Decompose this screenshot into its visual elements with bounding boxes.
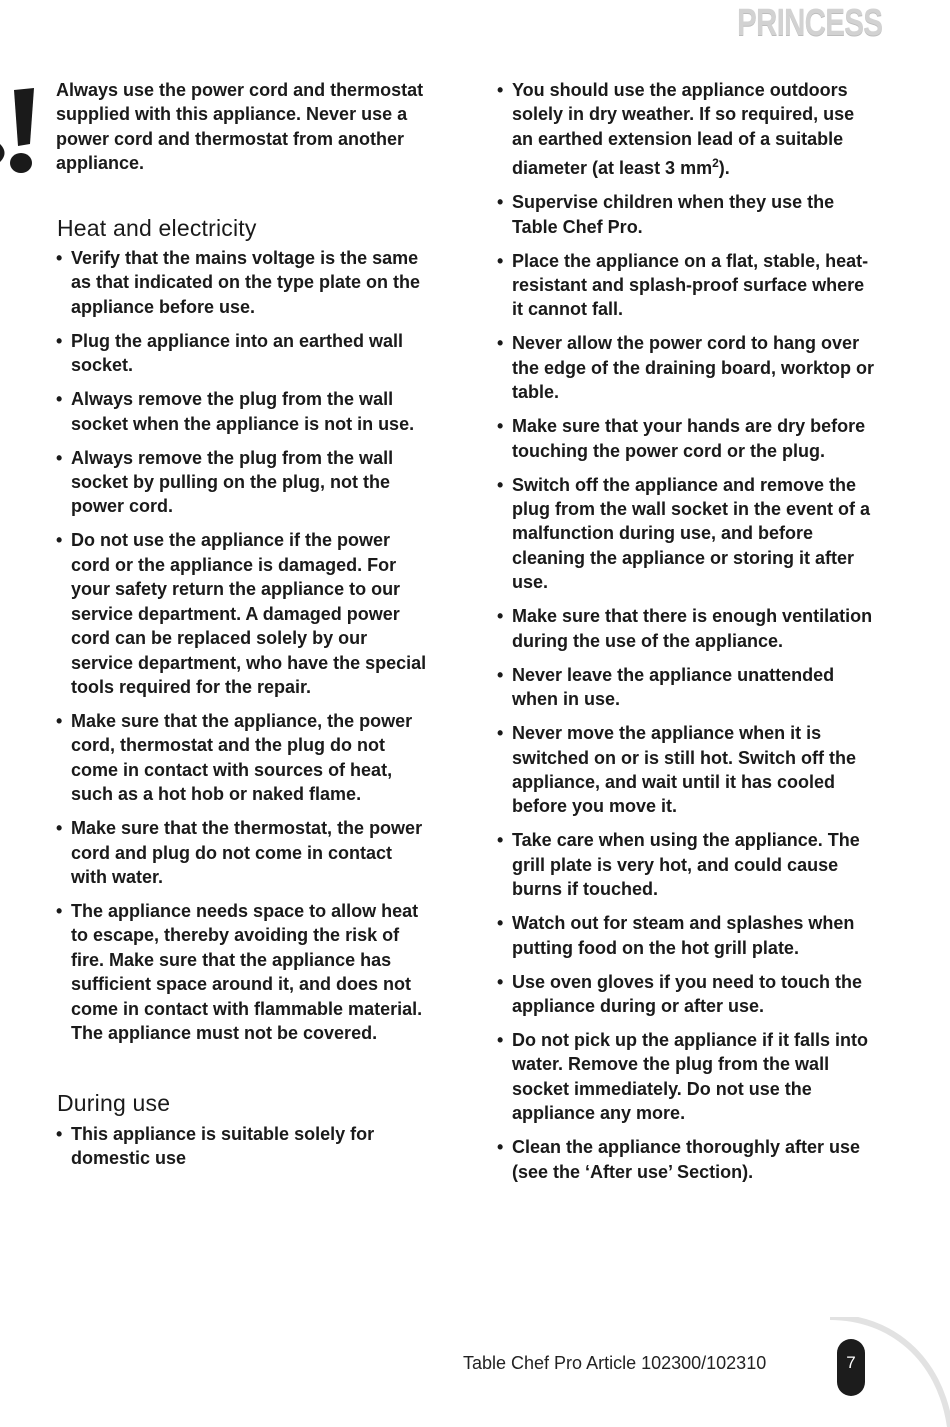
- list-item: • Verify that the mains voltage is the same as that indicated on the type plate on the appliance before use.: [56, 246, 428, 319]
- page-number: 7: [837, 1339, 865, 1396]
- list-item: • Never leave the appliance unattended when in use.: [497, 663, 877, 712]
- list-item: • Never move the appliance when it is switched on or is still hot. Switch off the appliance, and wait until it has cooled before you move it.: [497, 721, 877, 819]
- list-item: • Make sure that there is enough ventilation during the use of the appliance.: [497, 604, 877, 653]
- list-item: • Do not pick up the appliance if it falls into water. Remove the plug from the wall socket immediately. Do not use the appliance any more.: [497, 1028, 877, 1126]
- exclamation-warning-icon: [0, 86, 42, 178]
- warning-note: Always use the power cord and thermostat supplied with this appliance. Never use a power cord and thermostat from another appliance.: [56, 80, 424, 174]
- footer-text: Table Chef Pro Article 102300/102310: [463, 1353, 767, 1373]
- list-item: • Supervise children when they use the Table Chef Pro.: [497, 190, 877, 239]
- list-item: • Never allow the power cord to hang over the edge of the draining board, worktop or table.: [497, 331, 877, 404]
- list-item-outdoor: [497, 78, 877, 181]
- during-use-list: [56, 1122, 428, 1171]
- list-item: • Clean the appliance thoroughly after use (see the ‘After use’ Section).: [497, 1135, 877, 1184]
- list-item: • The appliance needs space to allow heat to escape, thereby avoiding the risk of fire. Make sure that the appliance has sufficient space around it, and does not come in contact with flammable material. The appliance must not be covered.: [56, 899, 428, 1045]
- list-item: • This appliance is suitable solely for domestic use: [56, 1122, 428, 1171]
- outdoor-text: You should use the appliance outdoors solely in dry weather. If so required, use an earthed extension lead of a suitable diameter (at least 3 mm: [512, 80, 855, 179]
- superscript: 2: [712, 156, 719, 171]
- list-item: • Make sure that the thermostat, the power cord and plug do not come in contact with water.: [56, 816, 428, 889]
- list-item: • Place the appliance on a flat, stable, heat-resistant and splash-proof surface where it cannot fall.: [497, 249, 877, 322]
- list-item: • Take care when using the appliance. The grill plate is very hot, and could cause burns if touched.: [497, 828, 877, 901]
- list-item: • Do not use the appliance if the power cord or the appliance is damaged. For your safety return the appliance to our service department. A damaged power cord can be replaced solely by our service department, who have the special tools required for the repair.: [56, 528, 428, 699]
- list-item: • Plug the appliance into an earthed wall socket.: [56, 329, 428, 378]
- heat-electricity-list: [56, 246, 428, 1045]
- right-safety-list: [497, 78, 877, 1184]
- list-item: • Switch off the appliance and remove the plug from the wall socket in the event of a malfunction during use, and before cleaning the appliance or storing it after use.: [497, 473, 877, 595]
- left-column: [56, 78, 428, 1180]
- list-item: • Make sure that the appliance, the power cord, thermostat and the plug do not come in contact with sources of heat, such as a hot hob or naked flame.: [56, 709, 428, 807]
- outdoor-text-end: ).: [718, 158, 730, 179]
- during-use-heading: During use: [57, 1090, 171, 1117]
- list-item: • Watch out for steam and splashes when putting food on the hot grill plate.: [497, 911, 877, 960]
- princess-logo: PRINCESS: [736, 2, 882, 44]
- list-item: • Make sure that your hands are dry before touching the power cord or the plug.: [497, 414, 877, 463]
- list-item: • Use oven gloves if you need to touch the appliance during or after use.: [497, 970, 877, 1019]
- heat-electricity-heading: Heat and electricity: [57, 214, 257, 241]
- right-column: [497, 78, 877, 1194]
- list-item: • Always remove the plug from the wall socket when the appliance is not in use.: [56, 387, 428, 436]
- list-item: • Always remove the plug from the wall socket by pulling on the plug, not the power cord.: [56, 446, 428, 519]
